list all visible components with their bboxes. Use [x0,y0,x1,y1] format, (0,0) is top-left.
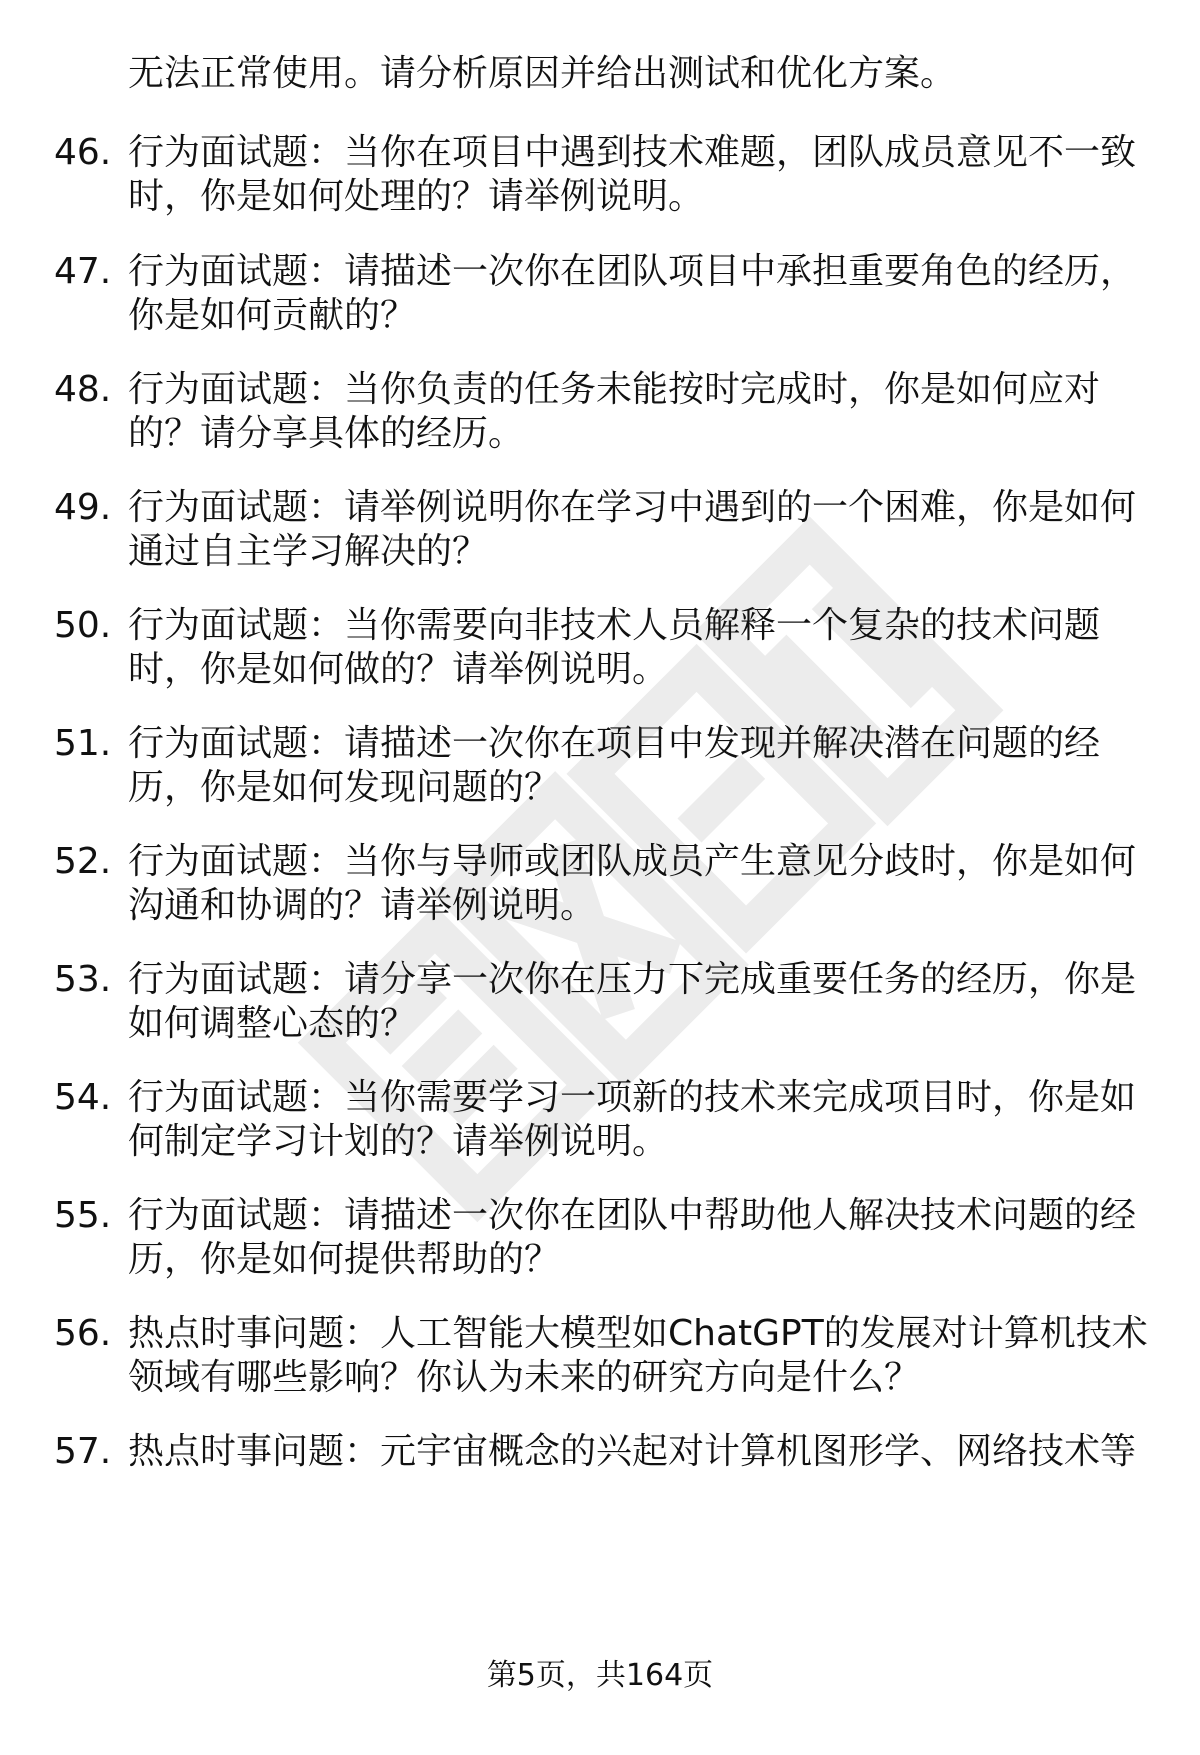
question-number: 47. [54,251,112,292]
question-text-line1: 行为面试题：请分享一次你在压力下完成重要任务的经历，你是 [128,959,1137,1000]
question-number: 57. [54,1431,112,1472]
question-text-line1: 行为面试题：请描述一次你在项目中发现并解决潜在问题的经 [128,723,1101,764]
question-text-line2: 领域有哪些影响？你认为未来的研究方向是什么？ [128,1357,921,1398]
page-footer: 第5页，共164页 [486,1658,714,1693]
question-text-line2: 时，你是如何处理的？请举例说明。 [128,176,705,217]
question-number: 48. [54,369,112,410]
question-text-line1: 行为面试题：当你在项目中遇到技术难题，团队成员意见不一致 [128,132,1137,173]
question-text-line2: 何制定学习计划的？请举例说明。 [128,1121,669,1162]
question-text-line1: 行为面试题：请举例说明你在学习中遇到的一个困难，你是如何 [128,487,1137,528]
question-text-line2: 时，你是如何做的？请举例说明。 [128,649,669,690]
continuation-line: 无法正常使用。请分析原因并给出测试和优化方案。 [128,53,957,94]
question-text-line1: 热点时事问题：人工智能大模型如ChatGPT的发展对计算机技术 [128,1313,1148,1354]
question-text-line1: 行为面试题：请描述一次你在团队项目中承担重要角色的经历， [128,251,1137,292]
question-number: 50. [54,605,112,646]
question-text-line1: 热点时事问题：元宇宙概念的兴起对计算机图形学、网络技术等 [128,1431,1137,1472]
question-number: 55. [54,1195,112,1236]
question-number: 53. [54,959,112,1000]
question-number: 51. [54,723,112,764]
question-text-line2: 的？请分享具体的经历。 [128,413,525,454]
question-text-line2: 沟通和协调的？请举例说明。 [128,885,597,926]
question-text-line1: 行为面试题：当你与导师或团队成员产生意见分歧时，你是如何 [128,841,1137,882]
question-text-line2: 历，你是如何发现问题的？ [128,767,561,808]
question-text-line1: 行为面试题：当你需要向非技术人员解释一个复杂的技术问题 [128,605,1101,646]
question-number: 54. [54,1077,112,1118]
question-number: 56. [54,1313,112,1354]
question-number: 52. [54,841,112,882]
question-number: 46. [54,132,112,173]
question-text-line1: 行为面试题：当你需要学习一项新的技术来完成项目时，你是如 [128,1077,1137,1118]
question-text-line2: 历，你是如何提供帮助的？ [128,1239,561,1280]
question-text-line2: 如何调整心态的？ [128,1003,417,1044]
question-number: 49. [54,487,112,528]
question-text-line2: 通过自主学习解决的？ [128,531,489,572]
question-text-line1: 行为面试题：请描述一次你在团队中帮助他人解决技术问题的经 [128,1195,1137,1236]
question-text-line2: 你是如何贡献的？ [128,295,417,336]
question-text-line1: 行为面试题：当你负责的任务未能按时完成时，你是如何应对 [128,369,1101,410]
